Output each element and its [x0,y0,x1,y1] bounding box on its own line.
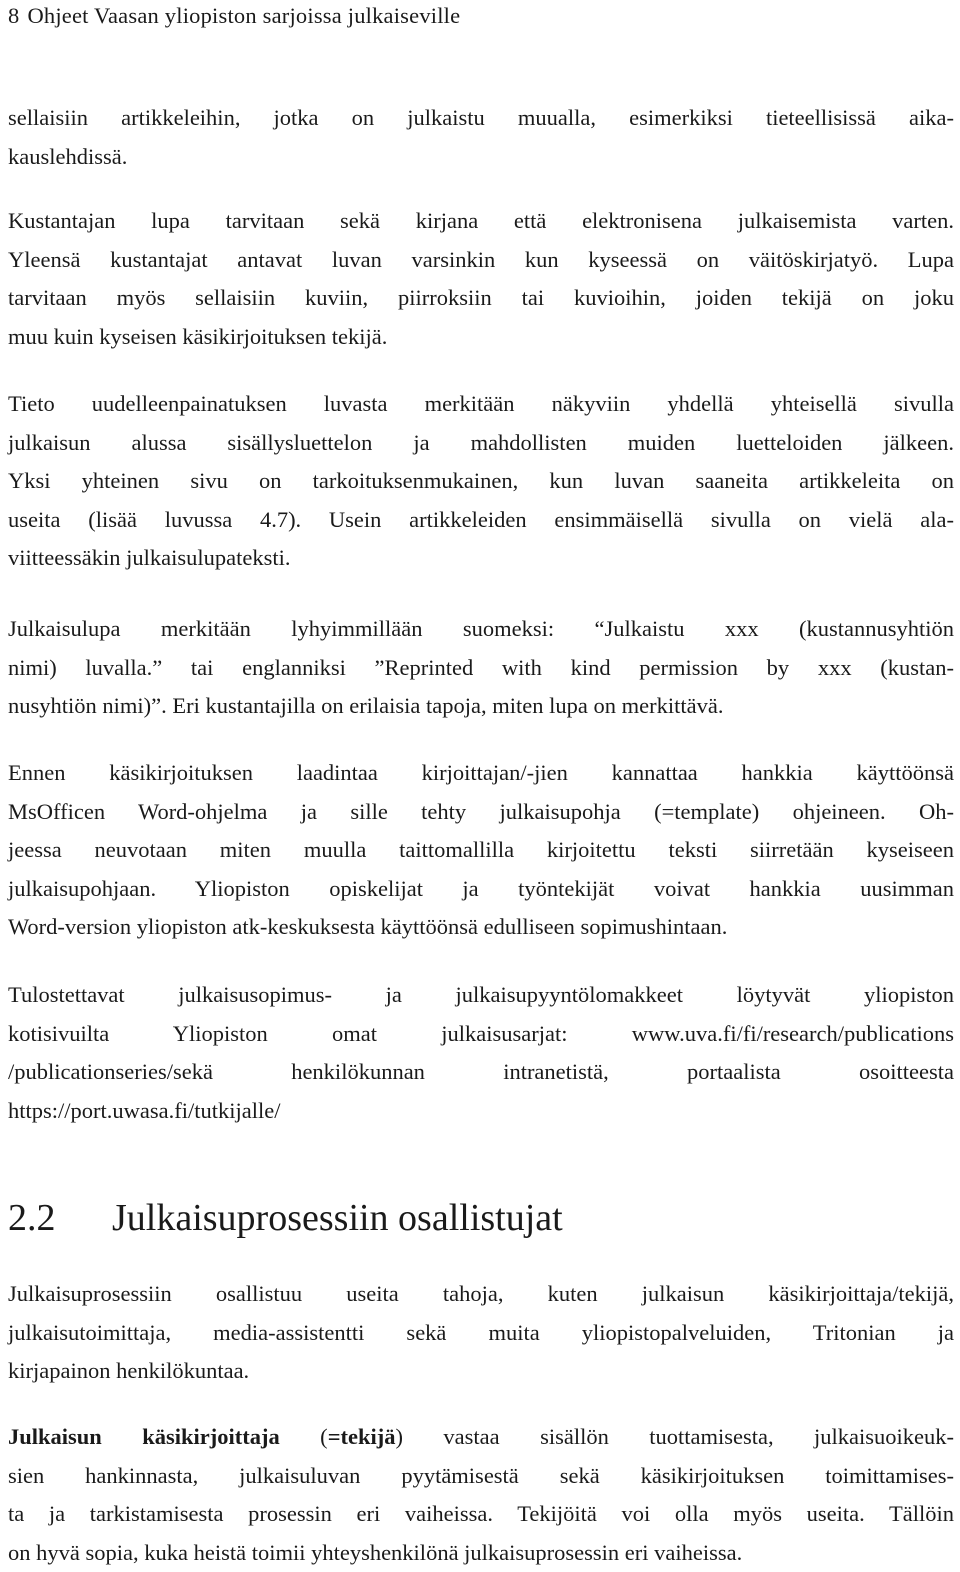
paragraph-line: Tulostettavat julkaisusopimus- ja julkaisupyyntölomakkeet löytyvät yliopiston [8,976,954,1015]
paragraph-line: Kustantajan lupa tarvitaan sekä kirjana että elektronisena julkaisemista varten. [8,202,954,241]
paragraph-line: Tieto uudelleenpainatuksen luvasta merkitään näkyviin yhdellä yhteisellä sivulla [8,385,954,424]
paragraph-continuation [8,99,954,176]
paragraph-line: kotisivuilta Yliopiston omat julkaisusarjat: www.uva.fi/fi/research/publications [8,1015,954,1054]
paragraph-forms [8,976,954,1130]
section-heading [8,1193,563,1243]
paragraph-line: sellaisiin artikkeleihin, jotka on julkaistu muualla, esimerkiksi tieteellisissä aika- [8,99,954,138]
paragraph-line: MsOfficen Word-ohjelma ja sille tehty julkaisupohja (=template) ohjeineen. Oh- [8,793,954,832]
line-text: ) vastaa sisällön tuottamisesta, julkaisuoikeuk- [396,1424,955,1449]
paragraph-line: Word-version yliopiston atk-keskuksesta käyttöönsä edulliseen sopimushintaan. [8,908,954,947]
section-number: 2.2 [8,1193,112,1243]
paragraph-author-role [8,1418,954,1572]
paragraph-line: nusyhtiön nimi)”. Eri kustantajilla on erilaisia tapoja, miten lupa on merkittävä. [8,687,954,726]
paragraph-line: julkaisutoimittaja, media-assistentti sekä muita yliopistopalveluiden, Tritonian ja [8,1314,954,1353]
paragraph-line [8,1418,954,1457]
paragraph-line: ta ja tarkistamisesta prosessin eri vaiheissa. Tekijöitä voi olla myös useita. Tällöin [8,1495,954,1534]
paragraph-line: Ennen käsikirjoituksen laadintaa kirjoittajan/-jien kannattaa hankkia käyttöönsä [8,754,954,793]
paragraph-line: on hyvä sopia, kuka heistä toimii yhteyshenkilönä julkaisuprosessin eri vaiheissa. [8,1534,954,1572]
term-author: Julkaisun käsikirjoittaja [8,1424,280,1449]
paragraph-line: Julkaisulupa merkitään lyhyimmillään suomeksi: “Julkaistu xxx (kustannusyhtiön [8,610,954,649]
paren-open: ( [280,1424,328,1449]
term-author-alias: =tekijä [328,1424,396,1449]
paragraph-reprint-info [8,385,954,578]
paragraph-line: julkaisupohjaan. Yliopiston opiskelijat ja työntekijät voivat hankkia uusimman [8,870,954,909]
paragraph-line: nimi) luvalla.” tai englanniksi ”Reprinted with kind permission by xxx (kustan- [8,649,954,688]
paragraph-permission-wording [8,610,954,726]
paragraph-line: julkaisun alussa sisällysluettelon ja mahdollisten muiden luetteloiden jälkeen. [8,424,954,463]
paragraph-line: tarvitaan myös sellaisiin kuviin, piirroksiin tai kuvioihin, joiden tekijä on joku [8,279,954,318]
paragraph-line: jeessa neuvotaan miten muulla taittomallilla kirjoitettu teksti siirretään kyseiseen [8,831,954,870]
paragraph-permission [8,202,954,356]
paragraph-line: Julkaisuprosessiin osallistuu useita tahoja, kuten julkaisun käsikirjoittaja/tekijä, [8,1275,954,1314]
running-title: Ohjeet Vaasan yliopiston sarjoissa julkaiseville [27,3,460,28]
page-number: 8 [8,3,19,28]
paragraph-template [8,754,954,947]
paragraph-line: https://port.uwasa.fi/tutkijalle/ [8,1092,954,1131]
paragraph-line: viitteessäkin julkaisulupateksti. [8,539,954,578]
paragraph-line: kirjapainon henkilökuntaa. [8,1352,954,1391]
paragraph-line: sien hankinnasta, julkaisuluvan pyytämisestä sekä käsikirjoituksen toimittamises- [8,1457,954,1496]
paragraph-line: kauslehdissä. [8,138,954,177]
paragraph-line: Yksi yhteinen sivu on tarkoituksenmukainen, kun luvan saaneita artikkeleita on [8,462,954,501]
paragraph-line: muu kuin kyseisen käsikirjoituksen tekijä. [8,318,954,357]
section-title: Julkaisuprosessiin osallistujat [112,1197,563,1239]
paragraph-line: Yleensä kustantajat antavat luvan varsinkin kun kyseessä on väitöskirjatyö. Lupa [8,241,954,280]
paragraph-line: /publicationseries/sekä henkilökunnan intranetistä, portaalista osoitteesta [8,1053,954,1092]
paragraph-participants [8,1275,954,1391]
paragraph-line: useita (lisää luvussa 4.7). Usein artikkeleiden ensimmäisellä sivulla on vielä ala- [8,501,954,540]
running-header [8,2,460,30]
